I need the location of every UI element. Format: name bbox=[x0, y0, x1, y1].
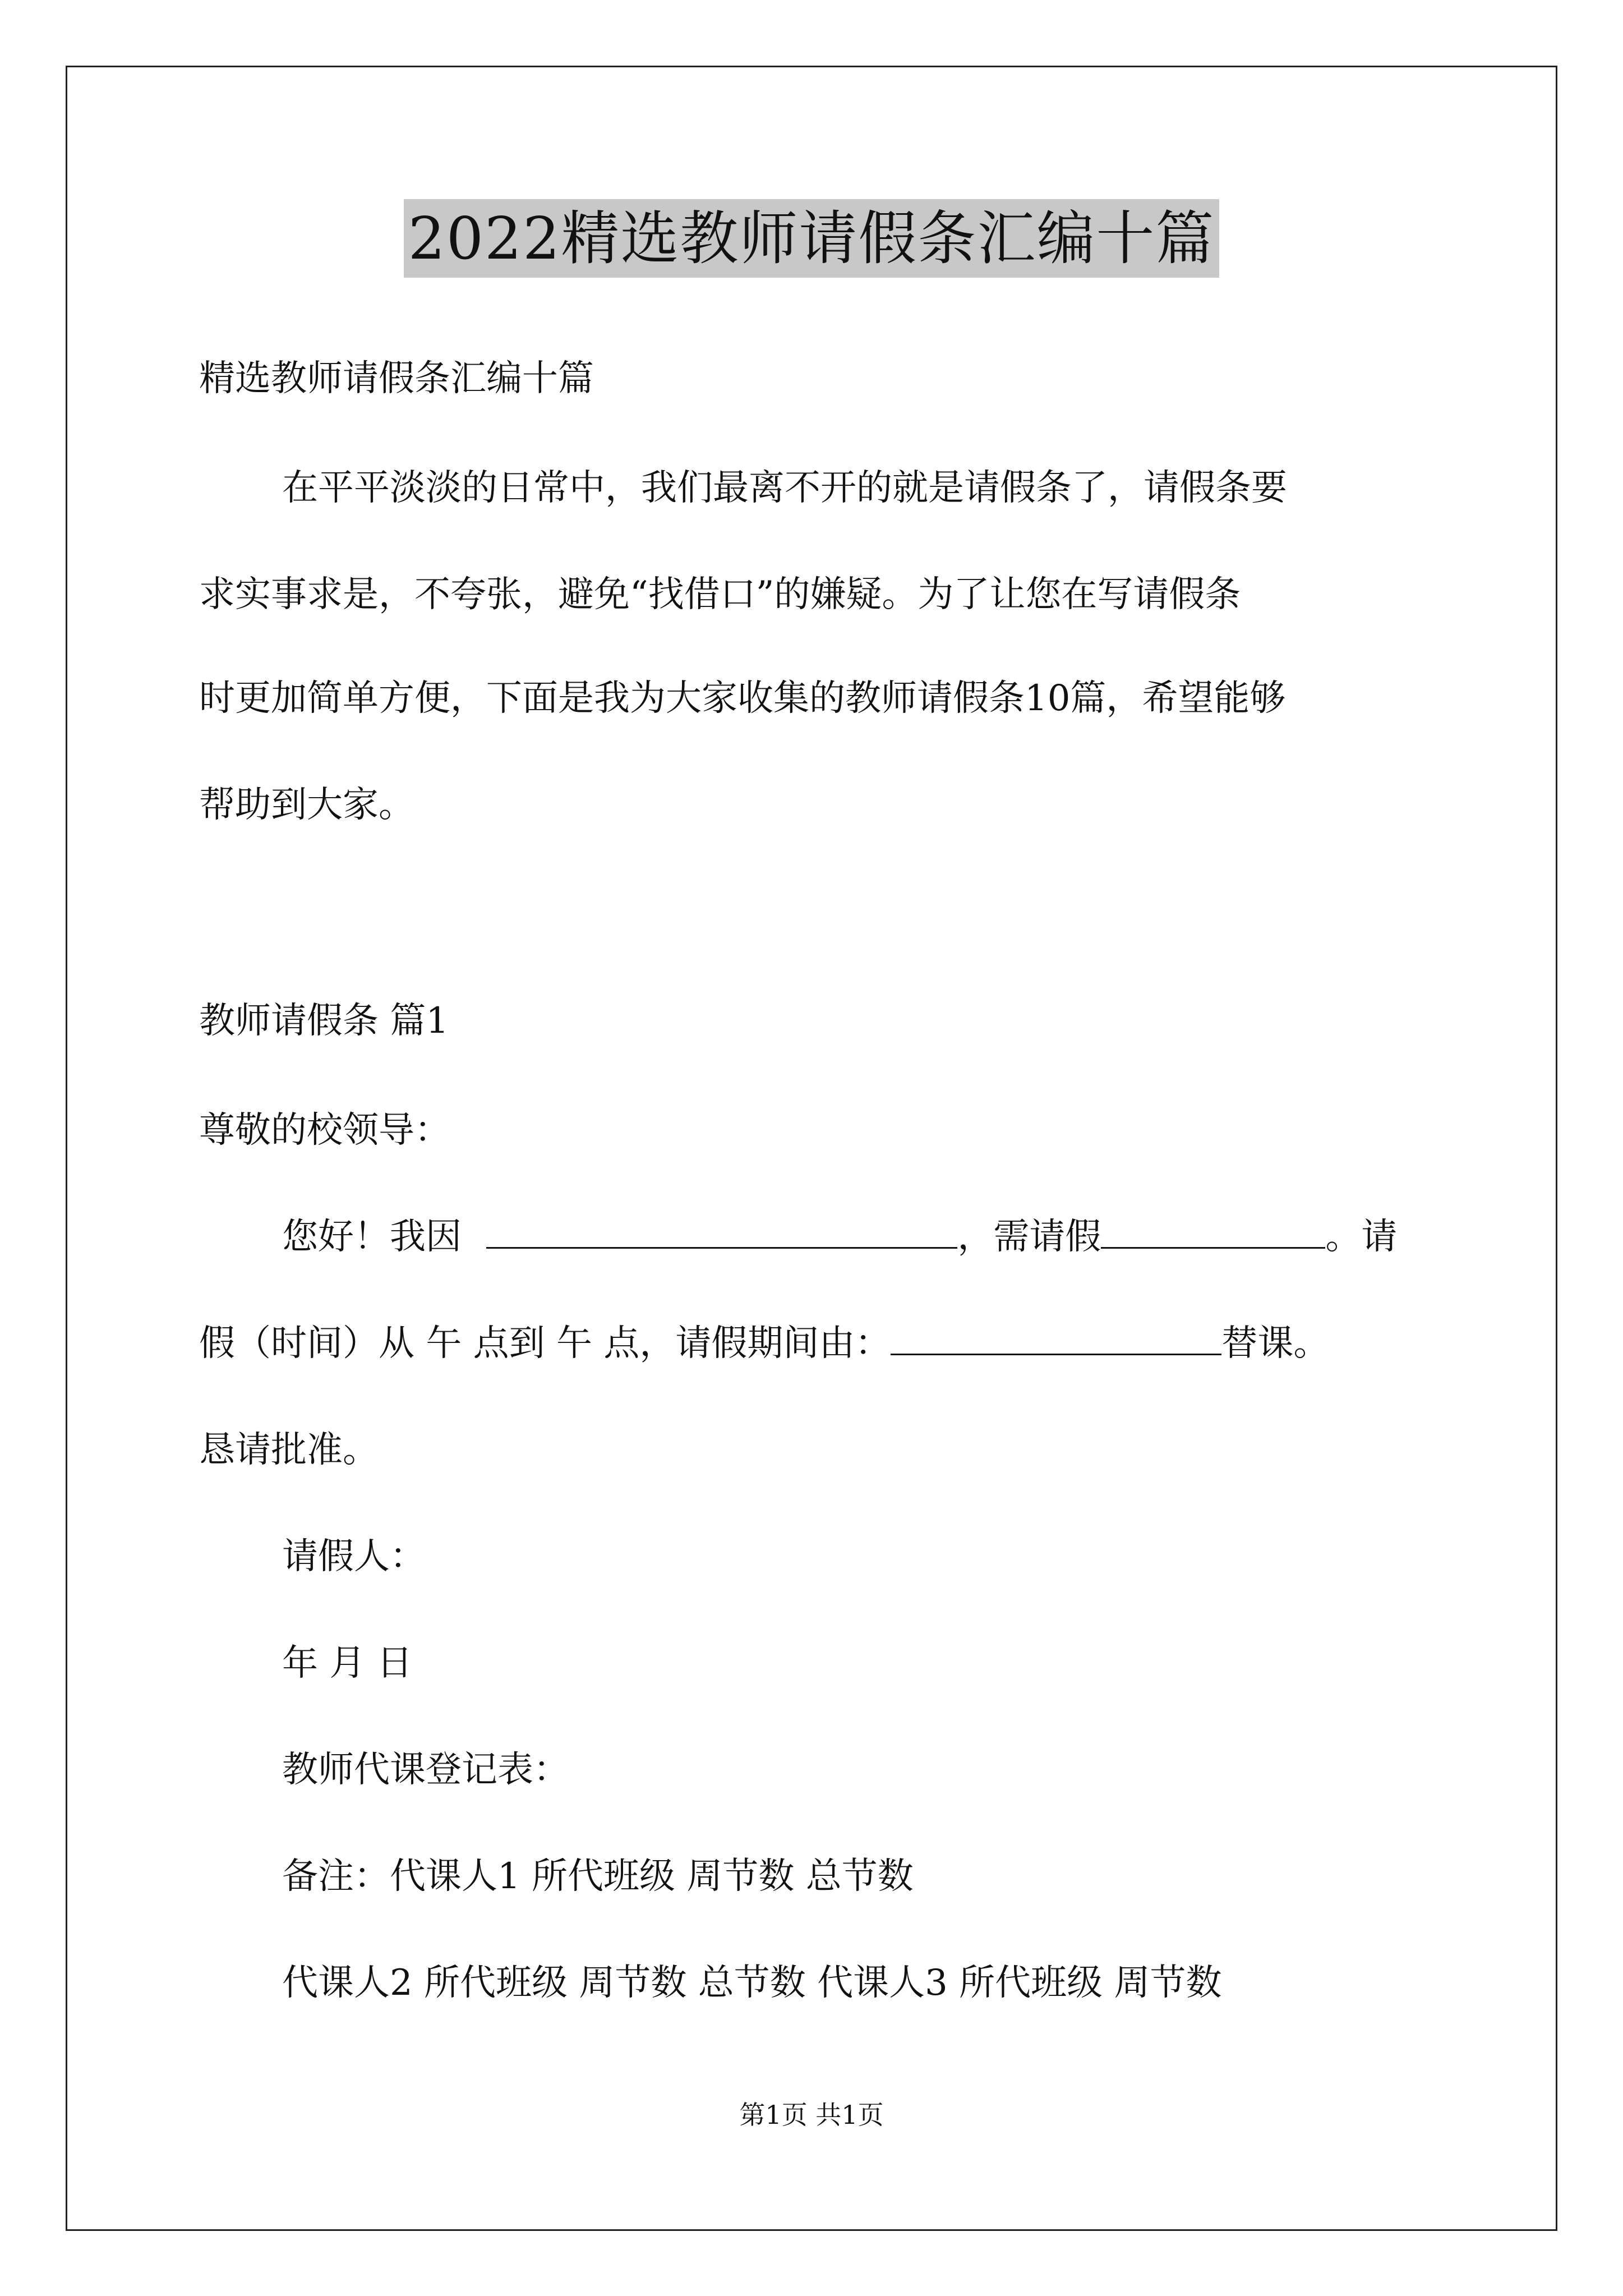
reason-blank bbox=[486, 1216, 957, 1249]
body-line-3: 恳请批准。 bbox=[199, 1429, 379, 1471]
substitute-row: 代课人2 所代班级 周节数 总节数 代课人3 所代班级 周节数 bbox=[282, 1962, 1222, 2004]
body-text-duration: ，需请假 bbox=[957, 1216, 1101, 1258]
table-label: 教师代课登记表： bbox=[282, 1749, 569, 1791]
body-text-time: 假（时间）从 午 点到 午 点，请假期间由： bbox=[199, 1323, 891, 1364]
intro-line-4: 帮助到大家。 bbox=[199, 784, 414, 826]
subtitle: 精选教师请假条汇编十篇 bbox=[199, 358, 594, 399]
body-line-1 bbox=[282, 1214, 1397, 1259]
applicant-line: 请假人： bbox=[282, 1536, 426, 1577]
body-text-substitute: 替课。 bbox=[1221, 1323, 1330, 1364]
intro-line-3: 时更加简单方便，下面是我为大家收集的教师请假条10篇，希望能够 bbox=[199, 678, 1286, 719]
page-footer: 第1页 共1页 bbox=[739, 2100, 884, 2130]
intro-line-2: 求实事求是，不夸张，避免“找借口”的嫌疑。为了让您在写请假条 bbox=[199, 574, 1241, 615]
body-text-end: 。请 bbox=[1325, 1216, 1398, 1258]
salutation: 尊敬的校领导： bbox=[199, 1110, 450, 1151]
document-title: 2022精选教师请假条汇编十篇 bbox=[404, 199, 1220, 278]
note-line: 备注：代课人1 所代班级 周节数 总节数 bbox=[282, 1856, 914, 1897]
body-text-reason: 您好！我因 bbox=[282, 1216, 462, 1258]
duration-blank bbox=[1101, 1216, 1325, 1249]
title-container bbox=[0, 199, 1623, 278]
substitute-blank bbox=[891, 1322, 1221, 1355]
section-heading: 教师请假条 篇1 bbox=[199, 1000, 449, 1042]
date-line: 年 月 日 bbox=[282, 1642, 413, 1684]
body-line-2 bbox=[199, 1321, 1329, 1366]
intro-line-1: 在平平淡淡的日常中，我们最离不开的就是请假条了，请假条要 bbox=[282, 467, 1287, 509]
